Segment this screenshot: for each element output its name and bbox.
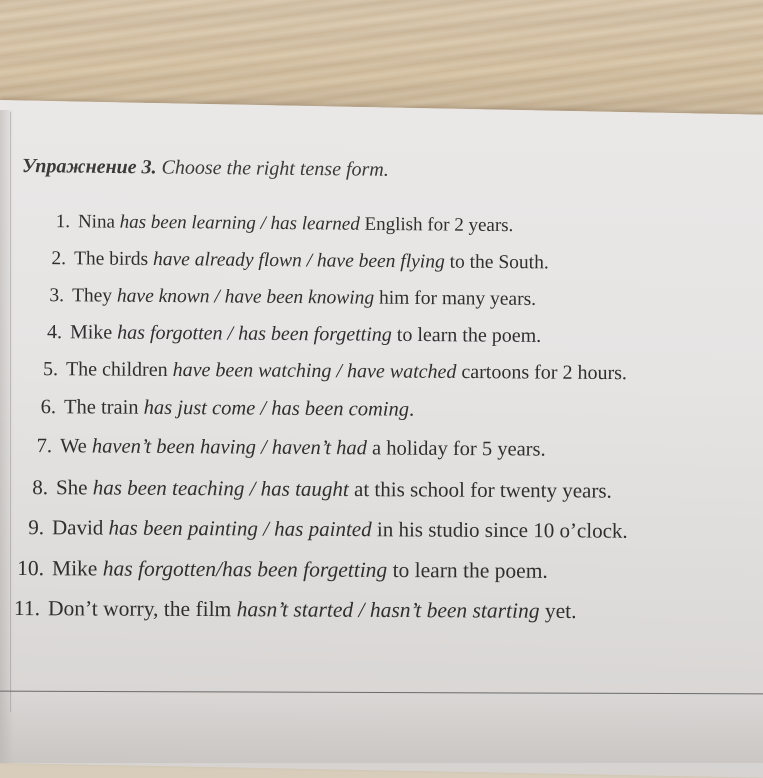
item-options: have already flown / have been flying bbox=[152, 248, 445, 273]
exercise-item-1 bbox=[44, 211, 514, 237]
item-options: has been teaching / has taught bbox=[92, 475, 349, 501]
exercise-item-6 bbox=[30, 396, 414, 422]
item-options: has forgotten / has been forgetting bbox=[117, 321, 392, 346]
exercise-instruction: Choose the right tense form. bbox=[161, 156, 389, 181]
item-text-before: Don’t worry, the film bbox=[47, 596, 237, 622]
item-text-after: him for many years. bbox=[374, 287, 537, 310]
exercise-item-9 bbox=[18, 515, 628, 544]
item-text-after: . bbox=[408, 398, 415, 421]
exercise-item-11 bbox=[8, 596, 577, 624]
item-text-after: to the South. bbox=[444, 251, 549, 274]
item-number: 10. bbox=[17, 556, 45, 581]
item-text-before: We bbox=[59, 435, 93, 458]
item-options: has forgotten/has been forgetting bbox=[102, 556, 388, 582]
item-text-after: to learn the poem. bbox=[387, 557, 548, 583]
item-text-after: in his studio since 10 o’clock. bbox=[371, 517, 628, 543]
item-number: 5. bbox=[42, 358, 59, 381]
exercise-item-4 bbox=[36, 321, 541, 348]
exercise-item-3 bbox=[38, 285, 536, 311]
item-options: have known / have been knowing bbox=[116, 285, 375, 309]
item-number: 2. bbox=[51, 248, 67, 270]
exercise-label: Упражнение 3. bbox=[21, 155, 157, 179]
item-options: has been learning / has learned bbox=[119, 211, 360, 235]
item-text-before: Mike bbox=[69, 321, 118, 344]
item-text-before: She bbox=[55, 475, 93, 500]
exercise-item-7 bbox=[26, 435, 546, 462]
exercise-item-2 bbox=[40, 248, 549, 274]
item-text-after: English for 2 years. bbox=[359, 213, 514, 237]
item-options: has been painting / has painted bbox=[108, 515, 372, 542]
item-number: 3. bbox=[49, 285, 65, 307]
paper-bottom-shading bbox=[0, 696, 763, 763]
item-number: 9. bbox=[28, 515, 45, 540]
item-text-after: at this school for twenty years. bbox=[348, 476, 612, 503]
exercise-item-5 bbox=[32, 358, 627, 385]
item-text-after: cartoons for 2 hours. bbox=[456, 360, 628, 385]
item-text-before: They bbox=[71, 285, 118, 307]
item-number: 4. bbox=[46, 321, 63, 344]
item-number: 11. bbox=[13, 596, 41, 621]
item-number: 7. bbox=[36, 435, 53, 458]
exercise-item-8 bbox=[22, 475, 612, 504]
item-text-after: yet. bbox=[539, 598, 577, 623]
item-text-before: David bbox=[51, 515, 109, 540]
exercise-title bbox=[22, 155, 389, 182]
item-number: 1. bbox=[55, 211, 71, 233]
item-options: has just come / has been coming bbox=[143, 396, 410, 421]
item-text-before: The children bbox=[65, 358, 173, 381]
item-options: hasn’t started / hasn’t been starting bbox=[236, 597, 540, 623]
exercise-item-10 bbox=[12, 556, 548, 584]
item-text-before: Mike bbox=[51, 556, 103, 581]
item-text-before: The train bbox=[63, 396, 144, 419]
item-number: 6. bbox=[40, 396, 57, 419]
item-text-before: The birds bbox=[73, 248, 154, 270]
item-text-after: a holiday for 5 years. bbox=[366, 437, 546, 461]
item-number: 8. bbox=[32, 475, 49, 500]
item-text-after: to learn the poem. bbox=[391, 323, 542, 347]
item-options: haven’t been having / haven’t had bbox=[91, 435, 367, 460]
item-options: have been watching / have watched bbox=[172, 358, 457, 383]
item-text-before: Nina bbox=[77, 211, 120, 233]
